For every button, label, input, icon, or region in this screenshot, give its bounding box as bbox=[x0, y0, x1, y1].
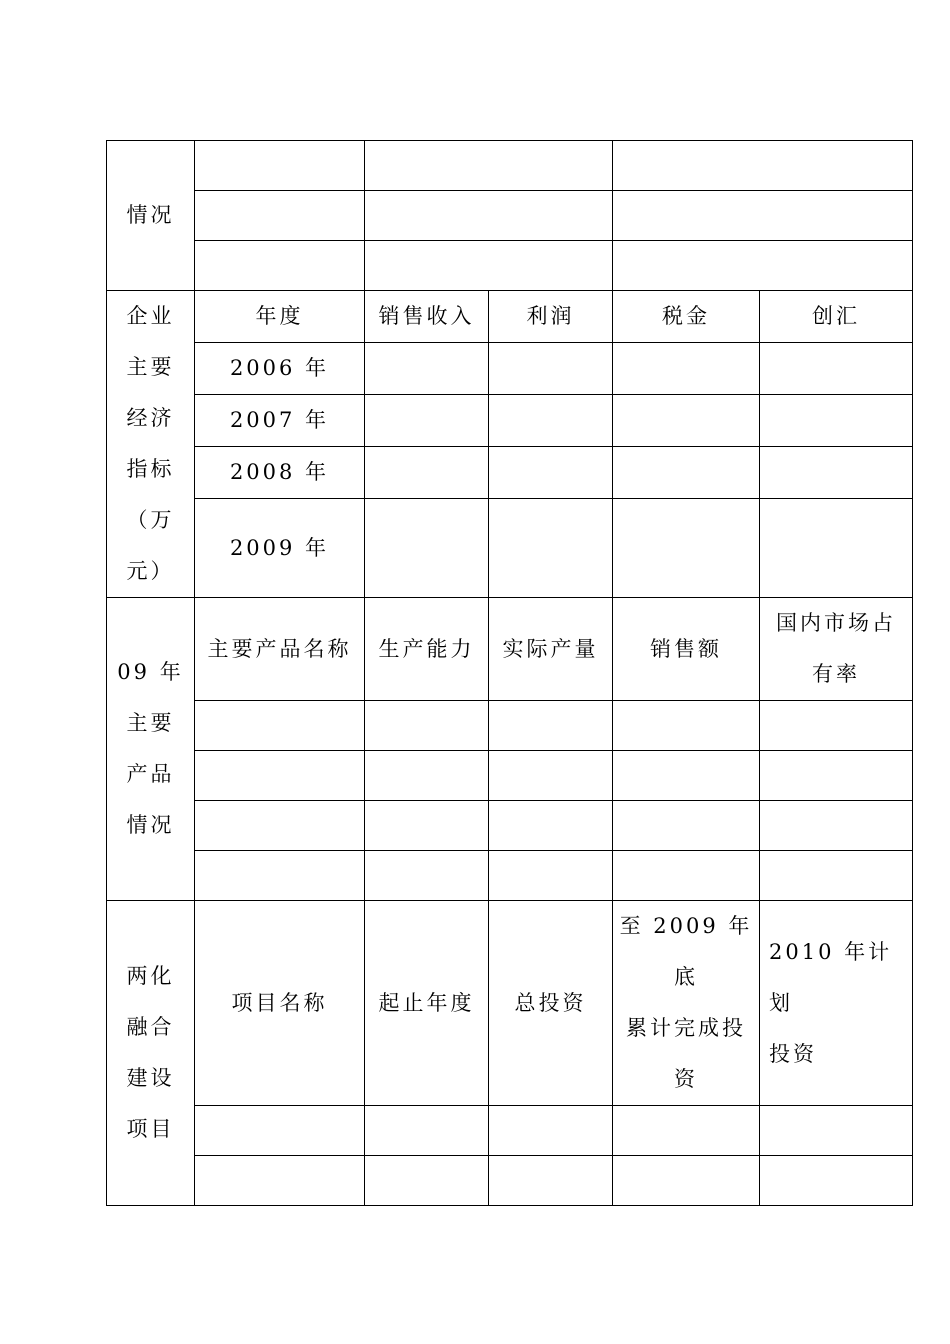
header-year: 年度 bbox=[195, 291, 365, 343]
cell-empty[interactable] bbox=[489, 343, 613, 395]
cell-empty[interactable] bbox=[489, 751, 613, 801]
cell-empty[interactable] bbox=[195, 701, 365, 751]
cell-empty[interactable] bbox=[613, 499, 760, 598]
cell-empty[interactable] bbox=[195, 241, 365, 291]
cell-empty[interactable] bbox=[365, 447, 489, 499]
year-label: 2008 年 bbox=[195, 447, 365, 499]
cell-empty[interactable] bbox=[365, 343, 489, 395]
section-label-main-products bbox=[107, 598, 195, 901]
cell-empty[interactable] bbox=[489, 499, 613, 598]
cell-empty[interactable] bbox=[365, 191, 613, 241]
cell-empty[interactable] bbox=[613, 141, 913, 191]
cell-empty[interactable] bbox=[365, 801, 489, 851]
cell-empty[interactable] bbox=[195, 191, 365, 241]
cell-empty[interactable] bbox=[489, 801, 613, 851]
header-profit: 利润 bbox=[489, 291, 613, 343]
header-forex-earnings: 创汇 bbox=[760, 291, 913, 343]
header-project-name: 项目名称 bbox=[195, 901, 365, 1106]
header-planned-investment: 2010 年计划 投资 bbox=[760, 901, 913, 1106]
year-label: 2009 年 bbox=[195, 499, 365, 598]
cell-empty[interactable] bbox=[760, 851, 913, 901]
cell-empty[interactable] bbox=[613, 701, 760, 751]
cell-empty[interactable] bbox=[760, 751, 913, 801]
section-label-text: 09 年 主要 产品 情况 bbox=[117, 660, 184, 837]
cell-empty[interactable] bbox=[613, 751, 760, 801]
header-capacity: 生产能力 bbox=[365, 598, 489, 701]
section-label-text: 情况 bbox=[126, 203, 175, 227]
header-actual-output: 实际产量 bbox=[489, 598, 613, 701]
header-sales-amount: 销售额 bbox=[613, 598, 760, 701]
cell-empty[interactable] bbox=[760, 343, 913, 395]
cell-empty[interactable] bbox=[365, 499, 489, 598]
cell-empty[interactable] bbox=[489, 1156, 613, 1206]
cell-empty[interactable] bbox=[760, 499, 913, 598]
cell-empty[interactable] bbox=[365, 751, 489, 801]
cell-empty[interactable] bbox=[613, 241, 913, 291]
cell-empty[interactable] bbox=[613, 851, 760, 901]
cell-empty[interactable] bbox=[613, 1106, 760, 1156]
cell-empty[interactable] bbox=[195, 141, 365, 191]
cell-empty[interactable] bbox=[613, 343, 760, 395]
header-tax: 税金 bbox=[613, 291, 760, 343]
cell-empty[interactable] bbox=[760, 447, 913, 499]
cell-empty[interactable] bbox=[613, 395, 760, 447]
cell-empty[interactable] bbox=[195, 851, 365, 901]
cell-empty[interactable] bbox=[760, 1156, 913, 1206]
cell-empty[interactable] bbox=[613, 191, 913, 241]
enterprise-info-table bbox=[106, 140, 913, 1206]
section-label-economic-indicators bbox=[107, 291, 195, 598]
cell-empty[interactable] bbox=[489, 851, 613, 901]
cell-empty[interactable] bbox=[365, 1106, 489, 1156]
cell-empty[interactable] bbox=[613, 447, 760, 499]
header-cumulative-investment: 至 2009 年底 累计完成投 资 bbox=[613, 901, 760, 1106]
header-start-end-year: 起止年度 bbox=[365, 901, 489, 1106]
cell-empty[interactable] bbox=[760, 701, 913, 751]
section-label-situation bbox=[107, 141, 195, 291]
cell-empty[interactable] bbox=[195, 1106, 365, 1156]
header-total-investment: 总投资 bbox=[489, 901, 613, 1106]
cell-empty[interactable] bbox=[489, 701, 613, 751]
cell-empty[interactable] bbox=[365, 241, 613, 291]
cell-empty[interactable] bbox=[195, 801, 365, 851]
section-label-integration-projects bbox=[107, 901, 195, 1206]
cell-empty[interactable] bbox=[195, 1156, 365, 1206]
header-product-name: 主要产品名称 bbox=[195, 598, 365, 701]
cell-empty[interactable] bbox=[489, 1106, 613, 1156]
cell-empty[interactable] bbox=[760, 1106, 913, 1156]
cell-empty[interactable] bbox=[195, 751, 365, 801]
section-label-text: 企业 主要 经济 指标 （万 元） bbox=[126, 304, 175, 583]
cell-empty[interactable] bbox=[613, 1156, 760, 1206]
cell-empty[interactable] bbox=[365, 141, 613, 191]
cell-empty[interactable] bbox=[365, 395, 489, 447]
cell-empty[interactable] bbox=[760, 801, 913, 851]
cell-empty[interactable] bbox=[489, 447, 613, 499]
cell-empty[interactable] bbox=[489, 395, 613, 447]
cell-empty[interactable] bbox=[365, 1156, 489, 1206]
cell-empty[interactable] bbox=[760, 395, 913, 447]
header-market-share: 国内市场占 有率 bbox=[760, 598, 913, 701]
cell-empty[interactable] bbox=[613, 801, 760, 851]
cell-empty[interactable] bbox=[365, 701, 489, 751]
year-label: 2007 年 bbox=[195, 395, 365, 447]
year-label: 2006 年 bbox=[195, 343, 365, 395]
cell-empty[interactable] bbox=[365, 851, 489, 901]
section-label-text: 两化 融合 建设 项目 bbox=[126, 964, 175, 1141]
header-sales-revenue: 销售收入 bbox=[365, 291, 489, 343]
